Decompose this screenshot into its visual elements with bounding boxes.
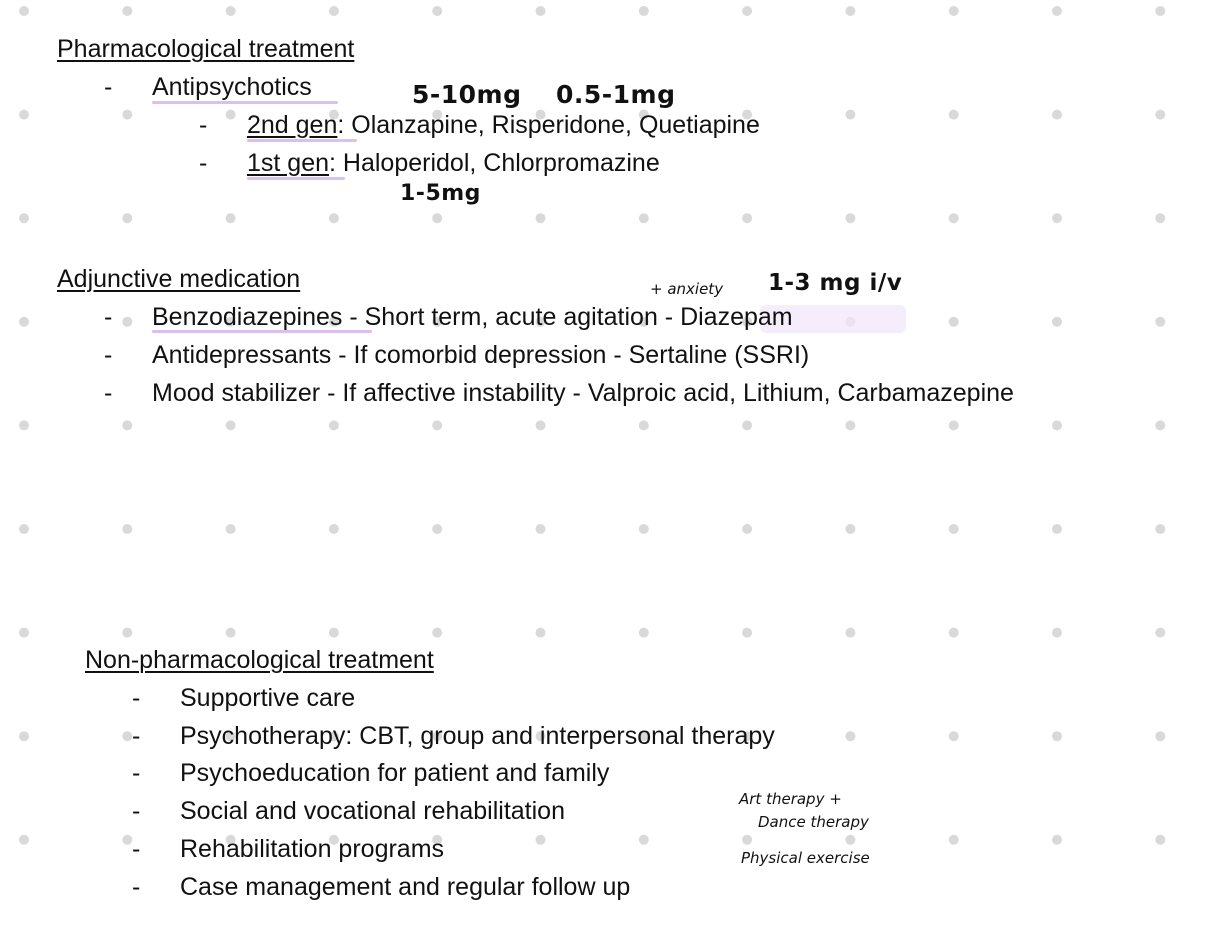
handwritten-risperidone-dose: 0.5-1mg bbox=[556, 80, 676, 109]
section-heading-pharmacological: Pharmacological treatment bbox=[57, 35, 355, 63]
bullet: - bbox=[132, 684, 141, 712]
bullet: - bbox=[104, 73, 113, 101]
bullet: - bbox=[199, 149, 208, 177]
drugs-2nd-gen: : Olanzapine, Risperidone, Quetiapine bbox=[337, 111, 760, 139]
label-2nd-gen: 2nd gen bbox=[247, 111, 338, 139]
bullet: - bbox=[132, 873, 141, 901]
item-2nd-gen bbox=[247, 110, 760, 140]
item-antipsychotics: Antipsychotics bbox=[152, 73, 312, 101]
label-1st-gen: 1st gen bbox=[247, 149, 330, 177]
handwritten-art-therapy: Art therapy + bbox=[739, 790, 842, 808]
handwritten-dance-therapy: Dance therapy bbox=[758, 813, 869, 831]
bullet: - bbox=[132, 759, 141, 787]
handwritten-anxiety-note: + anxiety bbox=[650, 280, 724, 298]
handwritten-haloperidol-dose: 1-5mg bbox=[400, 181, 481, 206]
handwritten-diazepam-dose: 1-3 mg i/v bbox=[768, 270, 903, 296]
item-antidepressants: Antidepressants - If comorbid depression - Sertaline (SSRI) bbox=[152, 341, 810, 369]
handwritten-physical-exercise: Physical exercise bbox=[741, 849, 870, 867]
bullet: - bbox=[104, 303, 113, 331]
bullet: - bbox=[104, 379, 113, 407]
item-social-rehabilitation: Social and vocational rehabilitation bbox=[180, 797, 565, 825]
item-1st-gen bbox=[247, 148, 660, 178]
section-heading-non-pharmacological: Non-pharmacological treatment bbox=[85, 646, 434, 674]
bullet: - bbox=[132, 722, 141, 750]
item-rehabilitation-programs: Rehabilitation programs bbox=[180, 835, 445, 863]
item-case-management: Case management and regular follow up bbox=[180, 873, 631, 901]
bullet: - bbox=[199, 111, 208, 139]
item-supportive-care: Supportive care bbox=[180, 684, 356, 712]
item-mood-stabilizer: Mood stabilizer - If affective instability - Valproic acid, Lithium, Carbamazepine bbox=[152, 379, 1014, 407]
drugs-1st-gen: : Haloperidol, Chlorpromazine bbox=[329, 149, 660, 177]
bullet: - bbox=[132, 797, 141, 825]
section-heading-adjunctive: Adjunctive medication bbox=[57, 265, 301, 293]
bullet: - bbox=[104, 341, 113, 369]
handwritten-olanzapine-dose: 5-10mg bbox=[412, 80, 522, 109]
item-psychotherapy: Psychotherapy: CBT, group and interpersonal therapy bbox=[180, 722, 775, 750]
item-benzodiazepines: Benzodiazepines - Short term, acute agitation - Diazepam bbox=[152, 303, 793, 331]
bullet: - bbox=[132, 835, 141, 863]
item-psychoeducation: Psychoeducation for patient and family bbox=[180, 759, 610, 787]
